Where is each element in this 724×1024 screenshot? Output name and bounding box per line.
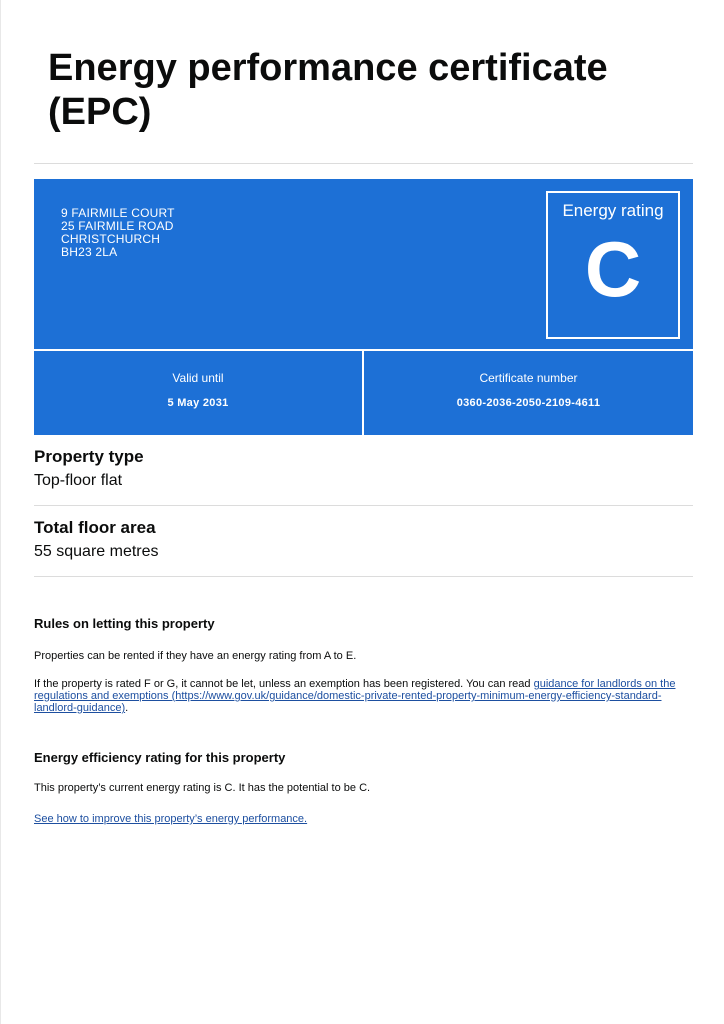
energy-rating-label: Energy rating [562,201,664,220]
rules-heading: Rules on letting this property [34,616,215,631]
address-line-2: 25 FAIRMILE ROAD [61,219,174,233]
energy-rating-box [546,191,680,339]
page-title-line2: (EPC) [48,91,152,133]
divider [34,163,693,164]
certificate-number-value: 0360-2036-2050-2109-4611 [456,397,601,409]
address-line-1: 9 FAIRMILE COURT [61,206,175,220]
page-edge [0,0,1,1024]
floor-area-heading: Total floor area [34,518,156,537]
landlord-guidance-link[interactable]: guidance for landlords on the regulations and exemptions (https://www.gov.uk/guidance/domestic-private-rented-property-minimum-energy-efficiency-standard-landlord-guidance) [34,678,676,714]
divider [34,505,693,506]
rules-paragraph-1: Properties can be rented if they have an energy rating from A to E. [34,650,357,662]
certificate-number-cell [364,351,693,435]
page-title-line1: Energy performance certificate [48,47,608,89]
property-type-section [34,446,674,492]
page-title [48,46,688,134]
address-line-4: BH23 2LA [61,245,118,259]
property-type-value: Top-floor flat [34,472,123,489]
rules-paragraph-2-end: . [125,702,129,714]
valid-until-cell [34,351,362,435]
divider [34,576,693,577]
improve-performance-container [34,813,694,825]
valid-until-label: Valid until [172,371,224,385]
valid-until-date: 5 May 2031 [167,397,229,409]
rules-paragraph-2 [34,678,694,714]
efficiency-heading: Energy efficiency rating for this property [34,750,286,765]
address-line-3: CHRISTCHURCH [61,232,161,246]
property-type-heading: Property type [34,447,144,466]
efficiency-paragraph: This property’s current energy rating is C. It has the potential to be C. [34,782,371,794]
rules-paragraph-2-text: If the property is rated F or G, it cannot be let, unless an exemption has been registered. You can read [34,678,534,690]
certificate-number-label: Certificate number [479,371,578,385]
certificate-summary-panel [34,179,693,435]
property-address [61,207,175,259]
energy-rating-letter: C [584,225,642,313]
floor-area-section [34,517,674,563]
improve-performance-link[interactable]: See how to improve this property’s energy performance. [34,813,308,825]
floor-area-value: 55 square metres [34,543,159,560]
